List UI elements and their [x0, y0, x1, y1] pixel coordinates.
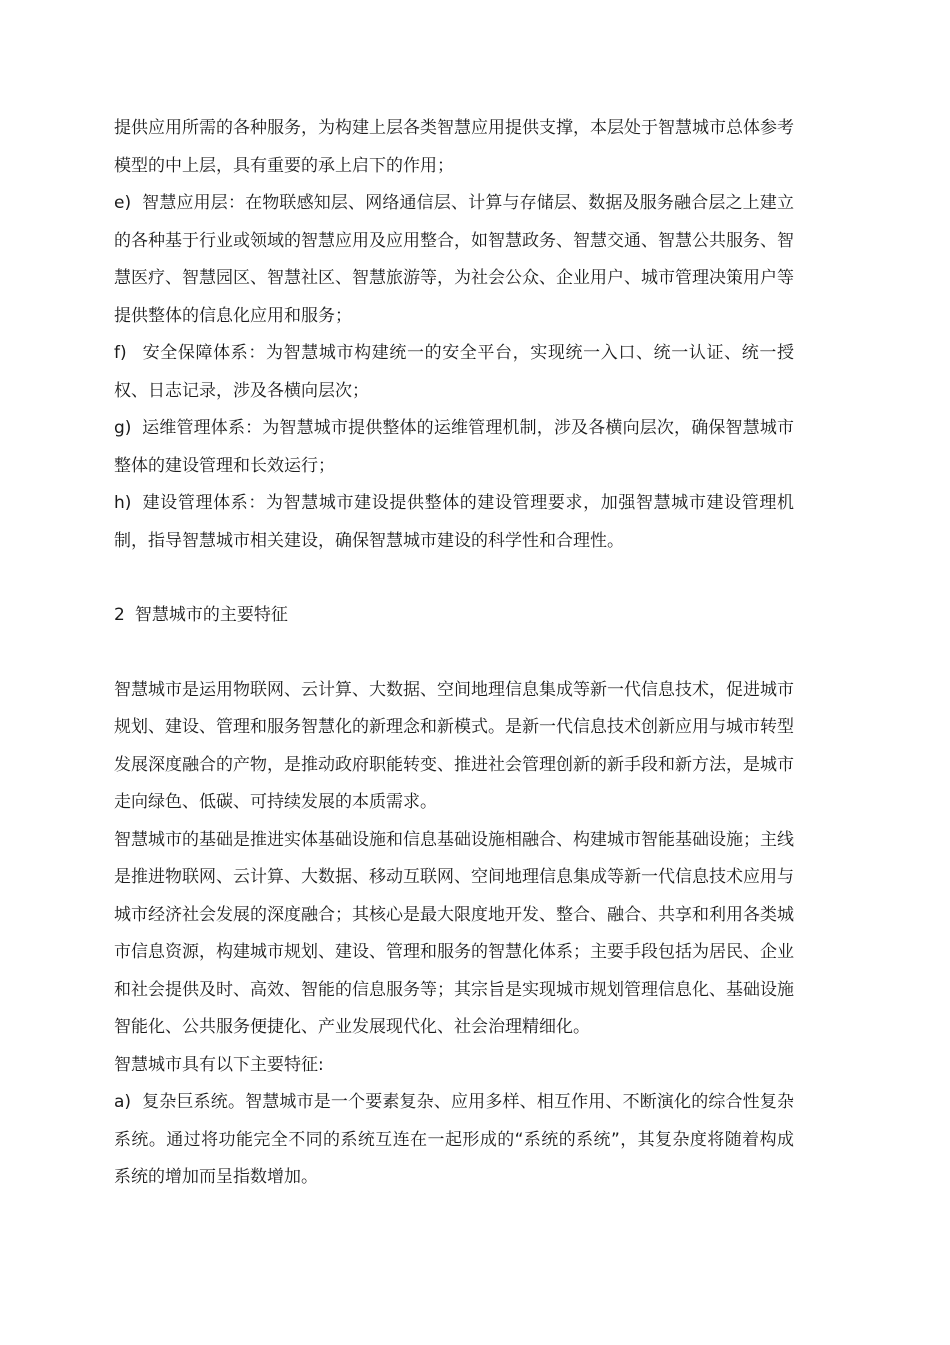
paragraph-definition: [114, 672, 794, 822]
list-item-g: [114, 410, 794, 485]
document-body: [114, 110, 794, 1197]
list-item-text: 复杂巨系统。智慧城市是一个要素复杂、应用多样、相互作用、不断演化的综合性复杂系统。通过将功能完全不同的系统互连在一起形成的“系统的系统”，其复杂度将随着构成系统的增加而呈指数增加。: [114, 1092, 794, 1187]
list-item-a: [114, 1084, 794, 1197]
paragraph-text: 智慧城市具有以下主要特征:: [114, 1054, 324, 1075]
section-number: 2: [114, 605, 125, 625]
list-item-label: h): [114, 493, 132, 513]
list-item-h: [114, 485, 794, 560]
section-title: 智慧城市的主要特征: [134, 605, 288, 625]
paragraph-services-continued: [114, 110, 794, 185]
list-item-f: [114, 335, 794, 410]
list-item-label: f): [114, 343, 127, 363]
list-item-text: 智慧应用层：在物联感知层、网络通信层、计算与存储层、数据及服务融合层之上建立的各种基于行业或领域的智慧应用及应用整合，如智慧政务、智慧交通、智慧公共服务、智慧医疗、智慧园区、智慧社区、智慧旅游等，为社会公众、企业用户、城市管理决策用户等提供整体的信息化应用和服务；: [114, 193, 794, 326]
list-item-text: 运维管理体系：为智慧城市提供整体的运维管理机制，涉及各横向层次，确保智慧城市整体的建设管理和长效运行；: [114, 418, 794, 476]
paragraph-foundation: [114, 822, 794, 1047]
list-item-text: 安全保障体系：为智慧城市构建统一的安全平台，实现统一入口、统一认证、统一授权、日志记录，涉及各横向层次；: [114, 343, 794, 401]
paragraph-features-intro: [114, 1047, 794, 1085]
paragraph-text: 智慧城市是运用物联网、云计算、大数据、空间地理信息集成等新一代信息技术，促进城市规划、建设、管理和服务智慧化的新理念和新模式。是新一代信息技术创新应用与城市转型发展深度融合的产物，是推动政府职能转变、推进社会管理创新的新手段和新方法，是城市走向绿色、低碳、可持续发展的本质需求。: [114, 679, 794, 812]
paragraph-text: 提供应用所需的各种服务，为构建上层各类智慧应用提供支撑，本层处于智慧城市总体参考模型的中上层，具有重要的承上启下的作用；: [114, 118, 794, 176]
section-heading: [114, 597, 794, 635]
list-item-text: 建设管理体系：为智慧城市建设提供整体的建设管理要求，加强智慧城市建设管理机制，指导智慧城市相关建设，确保智慧城市建设的科学性和合理性。: [114, 493, 794, 551]
list-item-label: g): [114, 418, 132, 438]
list-item-label: a): [114, 1092, 132, 1112]
list-item-e: [114, 185, 794, 335]
paragraph-text: 智慧城市的基础是推进实体基础设施和信息基础设施相融合、构建城市智能基础设施；主线是推进物联网、云计算、大数据、移动互联网、空间地理信息集成等新一代信息技术应用与城市经济社会发展的深度融合；其核心是最大限度地开发、整合、融合、共享和利用各类城市信息资源，构建城市规划、建设、管理和服务的智慧化体系；主要手段包括为居民、企业和社会提供及时、高效、智能的信息服务等；其宗旨是实现城市规划管理信息化、基础设施智能化、公共服务便捷化、产业发展现代化、社会治理精细化。: [114, 829, 794, 1037]
list-item-label: e): [114, 193, 132, 213]
